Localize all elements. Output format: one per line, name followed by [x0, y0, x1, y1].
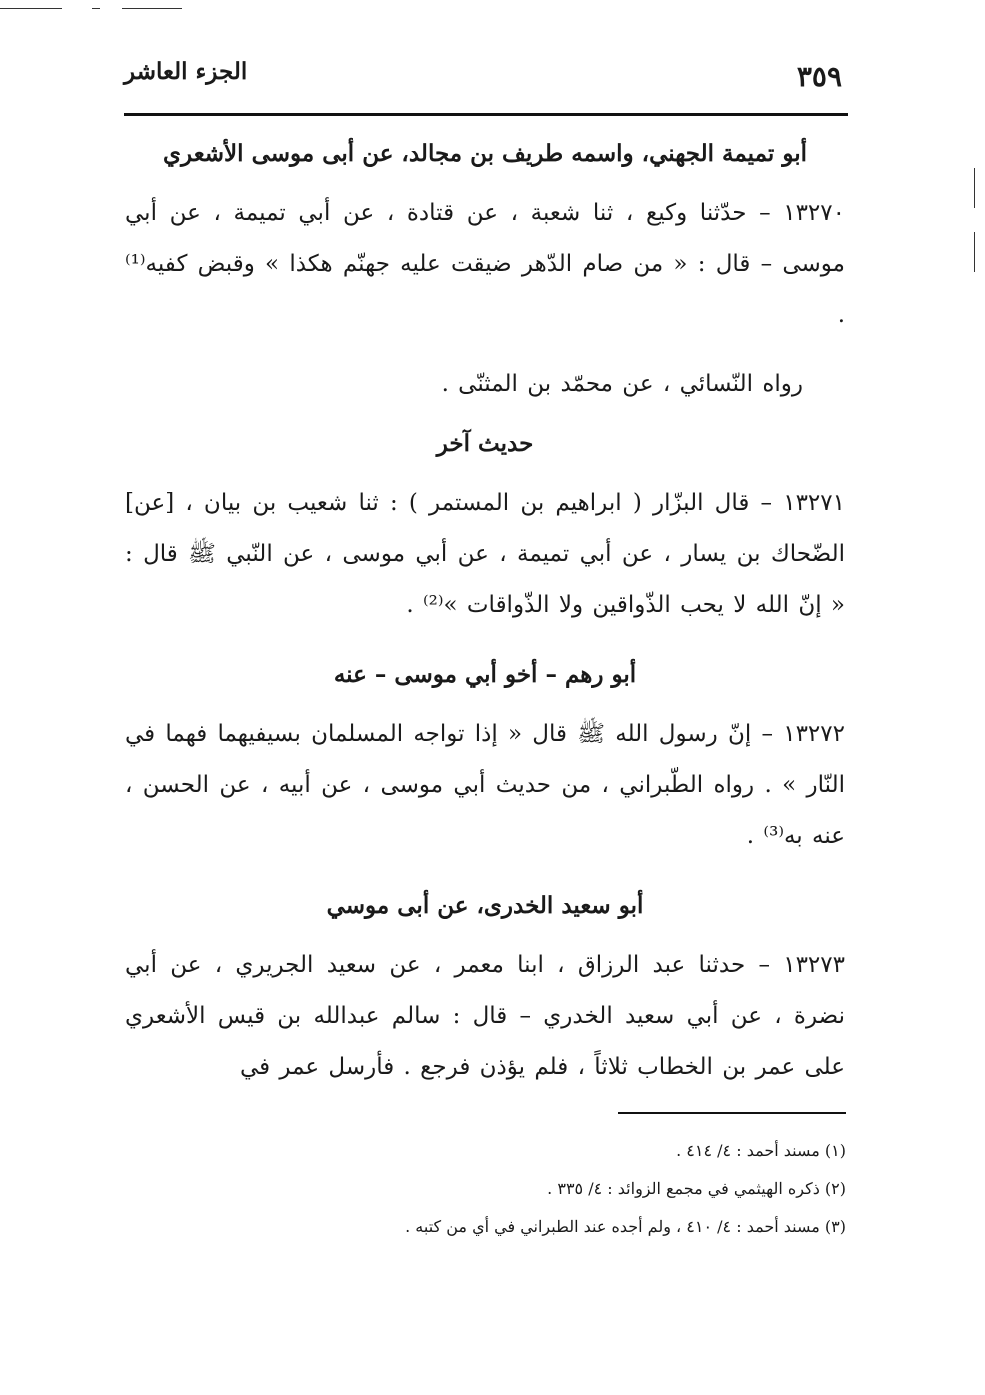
section-heading: أبو سعيد الخدرى، عن أبى موسي	[326, 892, 644, 919]
section-heading: حديث آخر	[436, 430, 534, 457]
hadith-paragraph: ١٣٢٧٠ – حدّثنا وكيع ، ثنا شعبة ، عن قتادة ، عن أبي تميمة ، عن أبي موسى – قال : « من صام الدّهر ضيقت عليه جهنّم هكذا » وقبض كفيه⁽¹⁾ .	[125, 200, 845, 328]
section-heading: أبو رهم – أخو أبي موسى – عنه	[333, 661, 637, 688]
scan-edge-mark	[0, 8, 62, 9]
hadith-paragraph: ١٣٢٧١ – قال البزّار ( ابراهيم بن المستمر ) : ثنا شعيب بن بيان ، [عن] الضّحاك بن يسار ، عن أبي تميمة ، عن أبي موسى ، عن النّبي ﷺ قال : « إنّ الله لا يحب الذّواقين ولا الذّواقات »⁽²⁾ .	[125, 490, 845, 618]
hadith-paragraph: ١٣٢٧٣ – حدثنا عبد الرزاق ، ابنا معمر ، عن سعيد الجريري ، عن أبي نضرة ، عن أبي سعيد الخدري – قال : سالم عبدالله بن قيس الأشعري على عمر بن الخطاب ثلاثاً ، فلم يؤذن فرجع . فأرسل عمر في	[125, 952, 845, 1080]
section-heading: أبو تميمة الجهني، واسمه طريف بن مجالد، عن أبى موسى الأشعري	[163, 140, 807, 167]
scan-edge-mark	[122, 8, 182, 9]
footnote: (٢) ذكره الهيثمي في مجمع الزوائد : ٤/ ٣٣٥ .	[547, 1179, 846, 1198]
footnote: (٣) مسند أحمد : ٤/ ٤١٠ ، ولم أجده عند الطبراني في أي من كتبه .	[405, 1217, 846, 1236]
main-text	[125, 128, 845, 1093]
header-rule	[124, 113, 848, 116]
running-title: الجزء العاشر	[124, 58, 248, 85]
scan-edge-mark	[974, 168, 975, 208]
page-number: ٣٥٩	[796, 60, 842, 93]
scan-edge-mark	[974, 232, 975, 272]
narration-note: رواه النّسائي ، عن محمّد بن المثنّى .	[441, 371, 803, 397]
scan-edge-mark	[92, 8, 100, 9]
footnotes	[300, 1132, 846, 1246]
footnote-separator	[618, 1112, 846, 1114]
footnote: (١) مسند أحمد : ٤/ ٤١٤ .	[676, 1141, 846, 1160]
hadith-paragraph: ١٣٢٧٢ – إنّ رسول الله ﷺ قال « إذا تواجه المسلمان بسيفيهما فهما في النّار » . رواه الطّبراني ، من حديث أبي موسى ، عن أبيه ، عن الحسن ، عنه به⁽³⁾ .	[125, 721, 845, 849]
page-header	[118, 48, 848, 100]
